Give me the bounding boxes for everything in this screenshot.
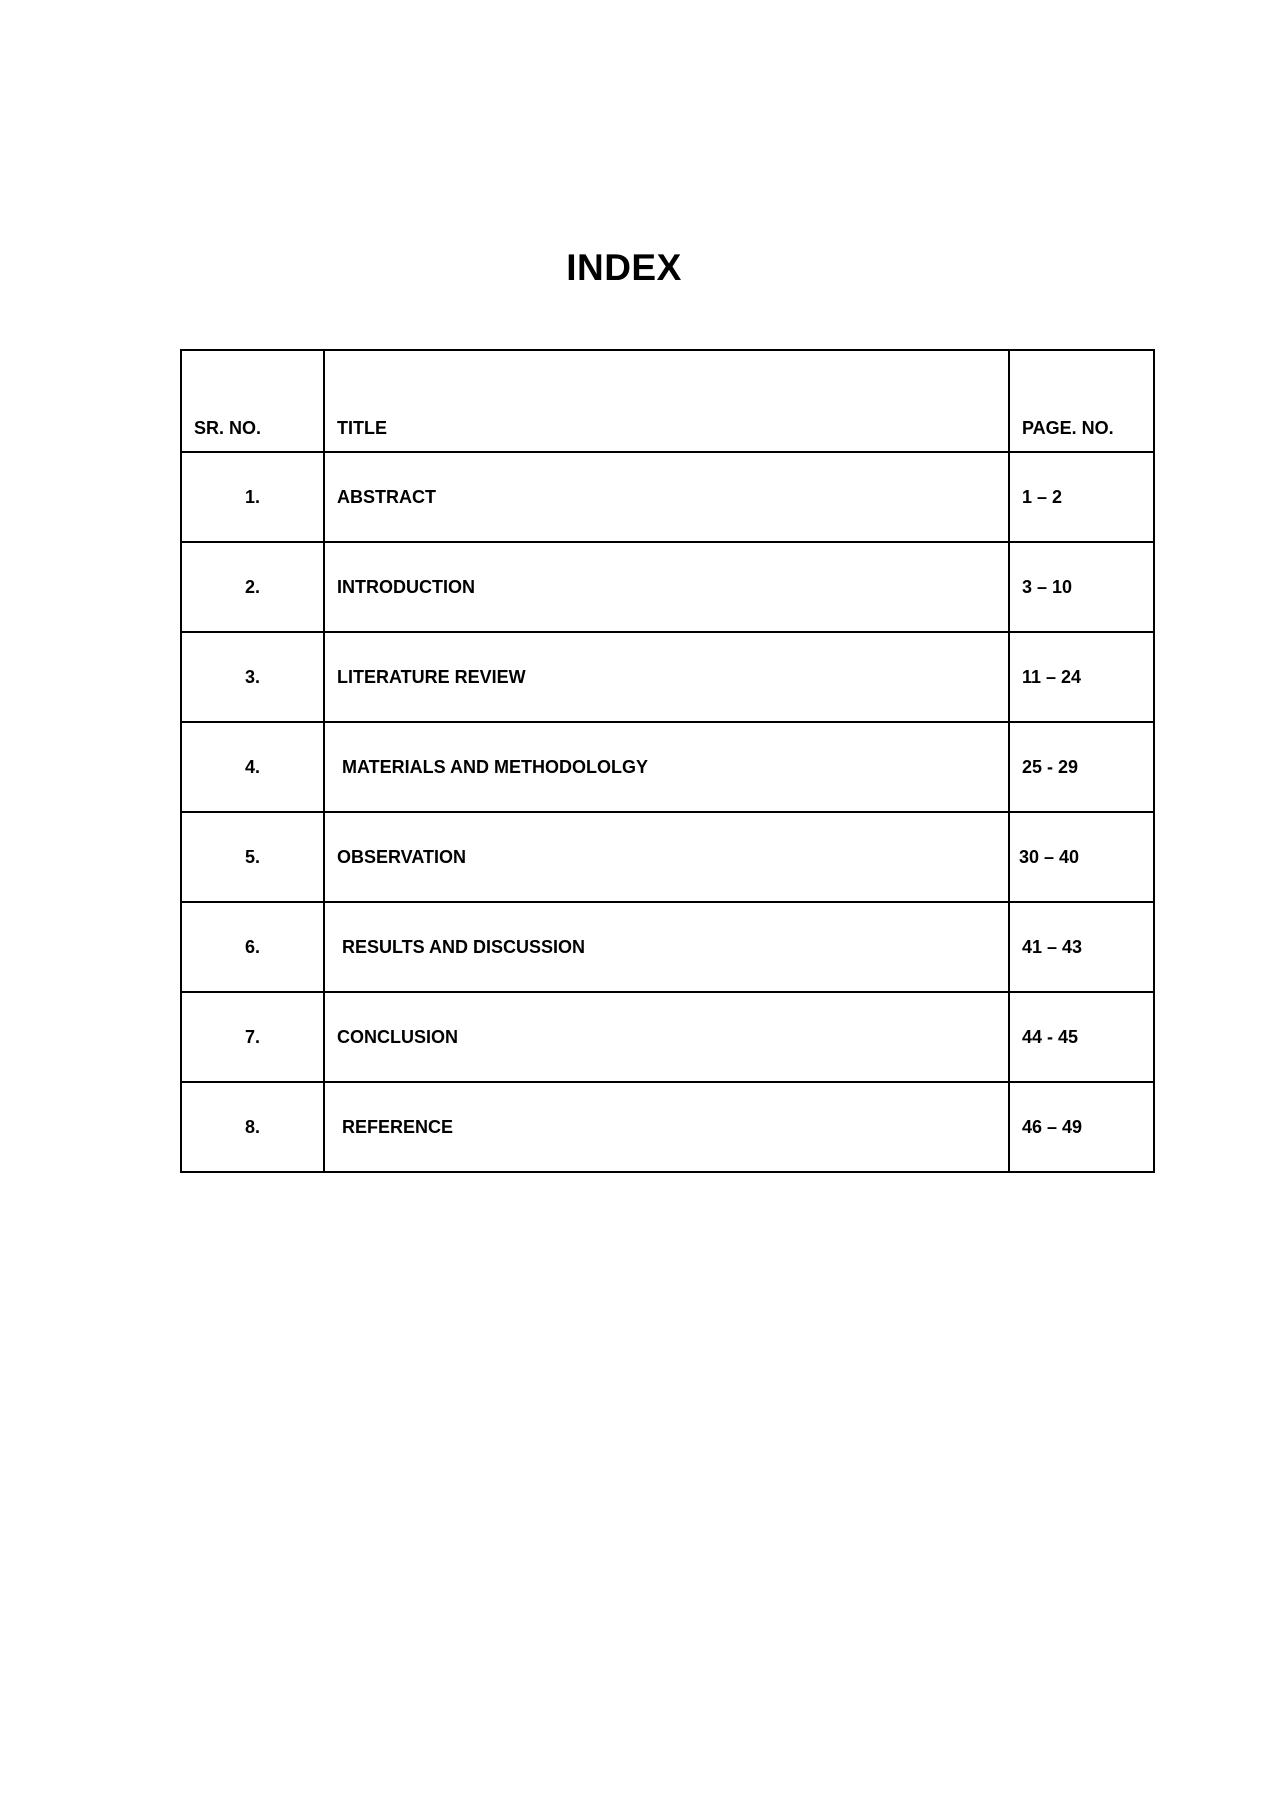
row-title: MATERIALS AND METHODOLOLGY — [324, 722, 1009, 812]
row-title: REFERENCE — [324, 1082, 1009, 1172]
row-pages: 41 – 43 — [1009, 902, 1154, 992]
row-sr-no: 8. — [181, 1082, 324, 1172]
row-title: ABSTRACT — [324, 452, 1009, 542]
row-title: CONCLUSION — [324, 992, 1009, 1082]
row-pages: 30 – 40 — [1009, 812, 1154, 902]
index-table — [180, 349, 1155, 1173]
header-page-no: PAGE. NO. — [1009, 350, 1154, 452]
row-sr-no: 2. — [181, 542, 324, 632]
table-row — [181, 452, 1154, 542]
row-title: RESULTS AND DISCUSSION — [324, 902, 1009, 992]
row-pages: 1 – 2 — [1009, 452, 1154, 542]
table-row — [181, 992, 1154, 1082]
table-row — [181, 722, 1154, 812]
row-sr-no: 1. — [181, 452, 324, 542]
header-sr-no: SR. NO. — [181, 350, 324, 452]
table-row — [181, 812, 1154, 902]
table-header-row — [181, 350, 1154, 452]
row-pages: 44 - 45 — [1009, 992, 1154, 1082]
header-title: TITLE — [324, 350, 1009, 452]
row-sr-no: 3. — [181, 632, 324, 722]
row-title: LITERATURE REVIEW — [324, 632, 1009, 722]
table-row — [181, 902, 1154, 992]
table-row — [181, 1082, 1154, 1172]
row-sr-no: 6. — [181, 902, 324, 992]
row-sr-no: 5. — [181, 812, 324, 902]
row-pages: 3 – 10 — [1009, 542, 1154, 632]
row-pages: 11 – 24 — [1009, 632, 1154, 722]
row-pages: 25 - 29 — [1009, 722, 1154, 812]
page-title: INDEX — [566, 247, 682, 288]
table-row — [181, 632, 1154, 722]
table-row — [181, 542, 1154, 632]
row-pages: 46 – 49 — [1009, 1082, 1154, 1172]
row-sr-no: 7. — [181, 992, 324, 1082]
row-sr-no: 4. — [181, 722, 324, 812]
row-title: INTRODUCTION — [324, 542, 1009, 632]
row-title: OBSERVATION — [324, 812, 1009, 902]
